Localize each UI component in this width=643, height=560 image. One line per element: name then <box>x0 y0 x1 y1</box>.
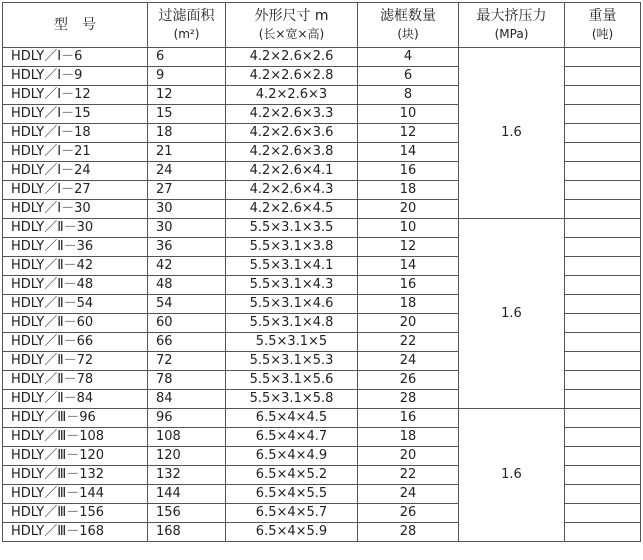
cell-model: HDLY／Ⅰ－9 <box>3 67 148 86</box>
cell-area: 66 <box>148 333 226 352</box>
cell-model: HDLY／Ⅱ－60 <box>3 314 148 333</box>
cell-pressure: 1.6 <box>459 219 565 409</box>
spec-table <box>2 2 641 542</box>
cell-model: HDLY／Ⅰ－30 <box>3 200 148 219</box>
cell-model: HDLY／Ⅲ－132 <box>3 466 148 485</box>
cell-frames: 20 <box>358 447 459 466</box>
cell-pressure: 1.6 <box>459 409 565 542</box>
cell-model: HDLY／Ⅱ－30 <box>3 219 148 238</box>
cell-weight <box>565 409 641 428</box>
cell-model: HDLY／Ⅰ－18 <box>3 124 148 143</box>
cell-model: HDLY／Ⅱ－66 <box>3 333 148 352</box>
cell-size: 5.5×3.1×3.8 <box>226 238 358 257</box>
cell-area: 9 <box>148 67 226 86</box>
cell-frames: 12 <box>358 238 459 257</box>
header-area-unit: (m²) <box>173 27 200 41</box>
header-model <box>3 3 148 48</box>
cell-size: 4.2×2.6×4.5 <box>226 200 358 219</box>
cell-size: 5.5×3.1×5.8 <box>226 390 358 409</box>
cell-weight <box>565 523 641 542</box>
cell-frames: 16 <box>358 276 459 295</box>
cell-model: HDLY／Ⅱ－36 <box>3 238 148 257</box>
cell-frames: 24 <box>358 485 459 504</box>
cell-size: 5.5×3.1×5.3 <box>226 352 358 371</box>
cell-weight <box>565 162 641 181</box>
cell-size: 5.5×3.1×4.8 <box>226 314 358 333</box>
cell-area: 48 <box>148 276 226 295</box>
cell-size: 4.2×2.6×4.3 <box>226 181 358 200</box>
header-weight-unit: (吨) <box>591 27 614 41</box>
cell-weight <box>565 86 641 105</box>
cell-area: 18 <box>148 124 226 143</box>
header-pressure-label: 最大挤压力 <box>476 8 547 24</box>
cell-weight <box>565 200 641 219</box>
cell-frames: 14 <box>358 143 459 162</box>
cell-size: 5.5×3.1×3.5 <box>226 219 358 238</box>
cell-weight <box>565 428 641 447</box>
cell-size: 4.2×2.6×3.6 <box>226 124 358 143</box>
header-model-label: 型 号 <box>54 17 96 33</box>
header-row <box>3 3 641 48</box>
table-row <box>3 219 641 238</box>
header-frames-unit: (块) <box>397 27 419 41</box>
cell-frames: 20 <box>358 200 459 219</box>
cell-size: 5.5×3.1×4.6 <box>226 295 358 314</box>
cell-frames: 22 <box>358 333 459 352</box>
cell-model: HDLY／Ⅱ－42 <box>3 257 148 276</box>
cell-frames: 12 <box>358 124 459 143</box>
cell-frames: 4 <box>358 48 459 67</box>
header-area-label: 过滤面积 <box>158 8 215 24</box>
header-area <box>148 3 226 48</box>
cell-size: 6.5×4×5.5 <box>226 485 358 504</box>
cell-area: 96 <box>148 409 226 428</box>
cell-area: 120 <box>148 447 226 466</box>
cell-weight <box>565 504 641 523</box>
cell-weight <box>565 447 641 466</box>
cell-frames: 18 <box>358 295 459 314</box>
cell-model: HDLY／Ⅰ－27 <box>3 181 148 200</box>
table-row <box>3 409 641 428</box>
cell-size: 6.5×4×5.2 <box>226 466 358 485</box>
cell-area: 168 <box>148 523 226 542</box>
cell-area: 27 <box>148 181 226 200</box>
cell-weight <box>565 371 641 390</box>
cell-weight <box>565 124 641 143</box>
header-size-label: 外形尺寸 m <box>254 8 329 24</box>
cell-frames: 8 <box>358 86 459 105</box>
cell-model: HDLY／Ⅲ－168 <box>3 523 148 542</box>
cell-weight <box>565 48 641 67</box>
header-pressure-unit: (MPa) <box>494 27 529 41</box>
cell-size: 4.2×2.6×3 <box>226 86 358 105</box>
cell-weight <box>565 466 641 485</box>
cell-area: 72 <box>148 352 226 371</box>
cell-weight <box>565 67 641 86</box>
cell-frames: 24 <box>358 352 459 371</box>
cell-area: 84 <box>148 390 226 409</box>
cell-model: HDLY／Ⅱ－84 <box>3 390 148 409</box>
cell-weight <box>565 181 641 200</box>
cell-frames: 26 <box>358 504 459 523</box>
cell-model: HDLY／Ⅰ－12 <box>3 86 148 105</box>
cell-area: 144 <box>148 485 226 504</box>
cell-weight <box>565 219 641 238</box>
cell-model: HDLY／Ⅲ－120 <box>3 447 148 466</box>
cell-size: 5.5×3.1×4.3 <box>226 276 358 295</box>
cell-weight <box>565 352 641 371</box>
cell-model: HDLY／Ⅱ－54 <box>3 295 148 314</box>
cell-weight <box>565 314 641 333</box>
cell-frames: 28 <box>358 390 459 409</box>
cell-area: 132 <box>148 466 226 485</box>
cell-weight <box>565 238 641 257</box>
cell-size: 4.2×2.6×3.8 <box>226 143 358 162</box>
cell-weight <box>565 105 641 124</box>
cell-size: 4.2×2.6×2.6 <box>226 48 358 67</box>
cell-area: 24 <box>148 162 226 181</box>
cell-model: HDLY／Ⅰ－6 <box>3 48 148 67</box>
cell-area: 78 <box>148 371 226 390</box>
cell-frames: 20 <box>358 314 459 333</box>
header-pressure <box>459 3 565 48</box>
header-frames <box>358 3 459 48</box>
cell-area: 36 <box>148 238 226 257</box>
cell-area: 54 <box>148 295 226 314</box>
cell-weight <box>565 143 641 162</box>
table-row <box>3 48 641 67</box>
cell-size: 6.5×4×4.9 <box>226 447 358 466</box>
cell-frames: 10 <box>358 219 459 238</box>
cell-model: HDLY／Ⅱ－78 <box>3 371 148 390</box>
cell-size: 5.5×3.1×5 <box>226 333 358 352</box>
header-size <box>226 3 358 48</box>
cell-model: HDLY／Ⅲ－156 <box>3 504 148 523</box>
cell-frames: 16 <box>358 162 459 181</box>
cell-area: 12 <box>148 86 226 105</box>
header-weight <box>565 3 641 48</box>
header-weight-label: 重量 <box>588 8 617 24</box>
cell-weight <box>565 276 641 295</box>
cell-frames: 22 <box>358 466 459 485</box>
cell-weight <box>565 390 641 409</box>
cell-area: 30 <box>148 219 226 238</box>
cell-model: HDLY／Ⅱ－48 <box>3 276 148 295</box>
cell-model: HDLY／Ⅰ－15 <box>3 105 148 124</box>
cell-size: 6.5×4×5.9 <box>226 523 358 542</box>
cell-model: HDLY／Ⅲ－96 <box>3 409 148 428</box>
cell-area: 6 <box>148 48 226 67</box>
cell-area: 156 <box>148 504 226 523</box>
cell-model: HDLY／Ⅰ－21 <box>3 143 148 162</box>
cell-frames: 18 <box>358 181 459 200</box>
header-size-unit: (长×宽×高) <box>258 27 325 41</box>
cell-frames: 28 <box>358 523 459 542</box>
cell-size: 6.5×4×4.7 <box>226 428 358 447</box>
cell-size: 4.2×2.6×3.3 <box>226 105 358 124</box>
cell-frames: 26 <box>358 371 459 390</box>
cell-area: 60 <box>148 314 226 333</box>
cell-weight <box>565 333 641 352</box>
cell-frames: 6 <box>358 67 459 86</box>
cell-size: 4.2×2.6×4.1 <box>226 162 358 181</box>
cell-frames: 14 <box>358 257 459 276</box>
cell-weight <box>565 295 641 314</box>
cell-area: 30 <box>148 200 226 219</box>
cell-size: 6.5×4×4.5 <box>226 409 358 428</box>
cell-size: 6.5×4×5.7 <box>226 504 358 523</box>
cell-model: HDLY／Ⅱ－72 <box>3 352 148 371</box>
cell-model: HDLY／Ⅲ－144 <box>3 485 148 504</box>
cell-area: 15 <box>148 105 226 124</box>
cell-area: 108 <box>148 428 226 447</box>
cell-area: 21 <box>148 143 226 162</box>
table-header <box>3 3 641 48</box>
cell-model: HDLY／Ⅲ－108 <box>3 428 148 447</box>
cell-frames: 10 <box>358 105 459 124</box>
cell-size: 5.5×3.1×4.1 <box>226 257 358 276</box>
cell-area: 42 <box>148 257 226 276</box>
cell-weight <box>565 257 641 276</box>
cell-weight <box>565 485 641 504</box>
table-body <box>3 48 641 542</box>
header-frames-label: 滤框数量 <box>380 8 436 24</box>
cell-pressure: 1.6 <box>459 48 565 219</box>
cell-frames: 16 <box>358 409 459 428</box>
cell-size: 5.5×3.1×5.6 <box>226 371 358 390</box>
cell-model: HDLY／Ⅰ－24 <box>3 162 148 181</box>
cell-frames: 18 <box>358 428 459 447</box>
cell-size: 4.2×2.6×2.8 <box>226 67 358 86</box>
